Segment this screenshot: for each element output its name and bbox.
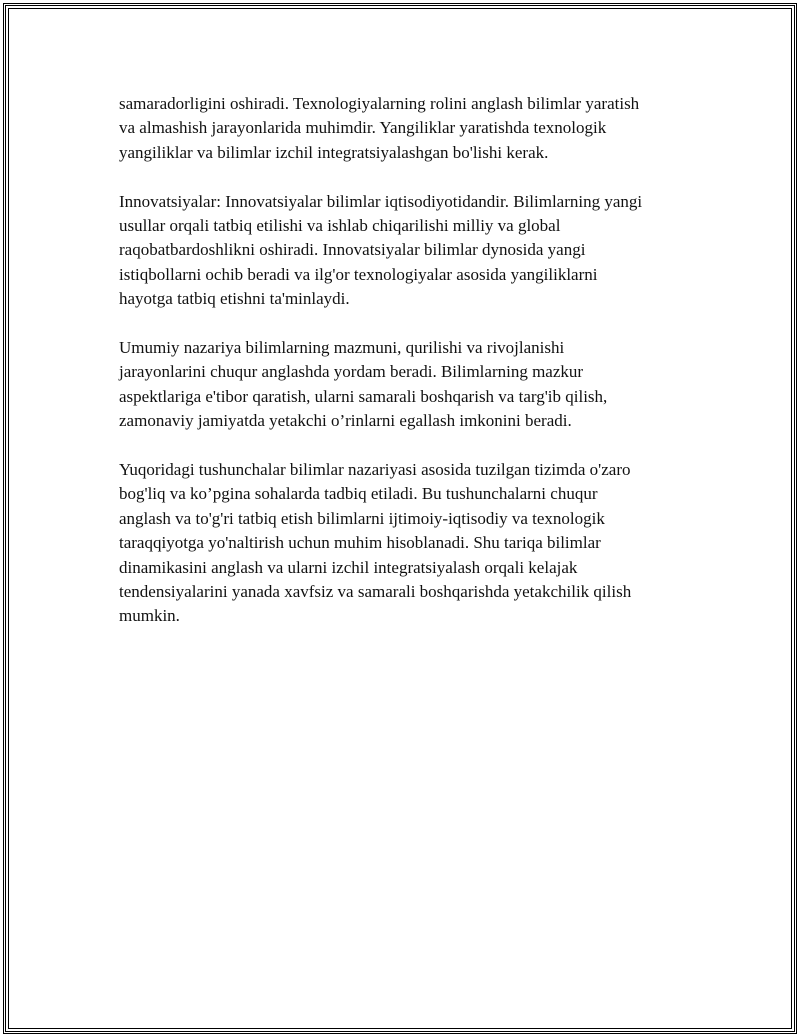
- paragraph-technology-role: samaradorligini oshiradi. Texnologiyalarning rolini anglash bilimlar yaratish va almashish jarayonlarida muhimdir. Yangiliklar yaratishda texnologik yangiliklar va bilimlar izchil integratsiyalashgan bo'lishi kerak.: [119, 94, 640, 162]
- paragraph-conclusion: Yuqoridagi tushunchalar bilimlar nazariyasi asosida tuzilgan tizimda o'zaro bog'liq va ko’pgina sohalarda tadbiq etiladi. Bu tushunchalarni chuqur anglash va to'g'ri tatbiq etish bilimlarni ijtimoiy-iqtisodiy va texnologik taraqqiyotga yo'naltirish uchun muhim hisoblanadi. Shu tariqa bilimlar dinamikasini anglash va ularni izchil integratsiyalash orqali kelajak tendensiyalarini yanada xavfsiz va samarali boshqarishda yetakchilik qilish mumkin.: [119, 460, 632, 626]
- paragraph-general-theory: Umumiy nazariya bilimlarning mazmuni, qurilishi va rivojlanishi jarayonlarini chuqur anglashda yordam beradi. Bilimlarning mazkur aspektlariga e'tibor qaratish, ularni samarali boshqarish va targ'ib qilish, zamonaviy jamiyatda yetakchi o’rinlarni egallash imkonini beradi.: [119, 338, 608, 431]
- paragraph-innovations: Innovatsiyalar: Innovatsiyalar bilimlar iqtisodiyotidandir. Bilimlarning yangi usullar orqali tatbiq etilishi va ishlab chiqarilishi milliy va global raqobatbardoshlikni oshiradi. Innovatsiyalar bilimlar dynosida yangi istiqbollarni ochib beradi va ilg'or texnologiyalar asosida yangiliklarni hayotga tatbiq etishni ta'minlaydi.: [119, 191, 643, 309]
- document-body: [119, 92, 689, 653]
